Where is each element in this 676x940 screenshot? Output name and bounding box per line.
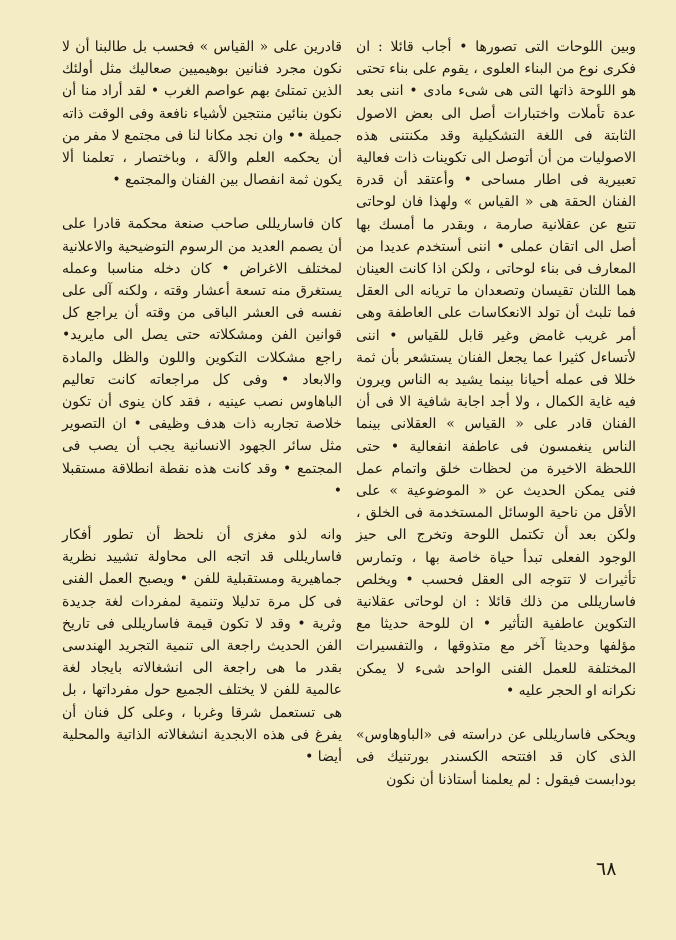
right-text-column bbox=[356, 36, 636, 813]
page-number: ٦٨ bbox=[596, 858, 617, 880]
body-paragraph: قادرين على « القياس » فحسب بل طالبنا أن لا نكون مجرد فنانين بوهيميين صعاليك مثل أولئك الذين تمتلئ بهم عواصم الغرب • لقد أراد منا أن نكون بنائين منتجين لأشياء نافعة وفى الوقت ذاته جميلة •• وان نجد مكانا لنا فى مجتمع لا مفر من أن يحكمه العلم والآلة ، وباختصار ، تعلمنا ألا يكون ثمة انفصال بين الفنان والمجتمع • bbox=[62, 39, 342, 189]
body-paragraph: ويحكى فاساريللى عن دراسته فى «الباوهاوس» الذى كان قد افتتحه الكسندر بورتنيك فى بودابست فيقول : لم يعلمنا أستاذنا أن نكون bbox=[356, 727, 636, 788]
left-text-column bbox=[62, 36, 342, 790]
body-paragraph: وانه لذو مغزى أن نلحظ أن تطور أفكار فاساريللى قد اتجه الى محاولة تشييد نظرية جماهيرية ومستقبلية للفن • ويصبح العمل الفنى فى كل مرة تدليلا وتنمية لمفردات لغة جديدة وثرية • وقد لا تكون قيمة فاساريللى فى تاريخ الفن الحديث راجعة الى تنمية التجريد الهندسى بقدر ما هى راجعة الى انشغالاته بايجاد لغة عالمية للفن لا يختلف الجميع حول مفرداتها ، بل هى تستعمل شرقا وغربا ، وعلى كل فنان أن يفرغ فى هذه الابجدية انشغالاته الذاتية والمحلية أيضا • bbox=[62, 527, 342, 766]
body-paragraph: كان فاساريللى صاحب صنعة محكمة قادرا على أن يصمم العديد من الرسوم التوضيحية والاعلانية لمختلف الاغراض • كان دخله مناسبا وعمله يستغرق منه تسعة أعشار وقته ، ولكنه آلى على نفسه فى العشر الباقى من وقته أن يراجع كل قوانين الفن ومشكلاته حتى يصل الى مايريد• راجع مشكلات التكوين واللون والظل والمادة والابعاد • وفى كل مراجعاته كانت تعاليم الباهاوس نصب عينيه ، فقد كان ينوى أن تكون خلاصة تجاربه ذات هدف وظيفى • ان التصوير مثل سائر الجهود الانسانية يجب أن يصب فى المجتمع • وقد كانت هذه نقطة انطلاقة مستقبلا • bbox=[62, 216, 342, 499]
body-paragraph: وبين اللوحات التى تصورها • أجاب قائلا : ان فكرى نوع من البناء العلوى ، يقوم على بناء تحتى هو اللوحة ذاتها التى هى شىء مادى • اننى بعد عدة تأملات واختبارات أصل الى بعض الاصول الثابتة فى اللغة التشكيلية وقد مكنتنى هذه الاصوليات من أن أتوصل الى تكوينات ذات فعالية تعبيرية فى اطار مساحى • وأعتقد أن قدرة الفنان الحقة هى « القياس » ولهذا فان لوحاتى تتبع عن عقلانية صارمة ، وبقدر ما أمسك بها أصل الى اتقان عملى • اننى أستخدم عديدا من المعارف فى بناء لوحاتى ، ولكن اذا كانت العينان هما اللتان تقيسان وتصعدان ما تريانه الى العقل فما تلبث أن تولد الانعكاسات على العاطفة وهى أمر غريب غامض وغير قابل للقياس • اننى لأتساءل كثيرا عما يجعل الفنان يستشعر بأن ثمة خللا فى عمله أحيانا بينما يشيد به الناس ويرون فيه غاية الكمال ، ولا أجد اجابة شافية الا فى أن الفنان قادر على « القياس » العقلانى بينما الناس ينغمسون فى عاطفة انفعالية • حتى اللحظة الاخيرة من لحظات خلق واتمام عمل فنى يمكن الحديث عن « الموضوعية » على الأقل من ناحية الوسائل المستخدمة فى الخلق ، ولكن بعد أن تكتمل اللوحة وتخرج الى حيز الوجود الفعلى تبدأ حياة خاصة بها ، وتمارس تأثيرات لا تتوجه الى العقل فحسب • ويخلص فاساريللى من ذلك قائلا : ان لوحاتى عقلانية التكوين عاطفية التأثير • ان للوحة حديثا مع مؤلفها وحديثا آخر مع متذوقها ، والتفسيرات المختلفة للعمل الفنى الواحد شىء لا يمكن نكرانه او الحجر عليه • bbox=[356, 39, 636, 699]
